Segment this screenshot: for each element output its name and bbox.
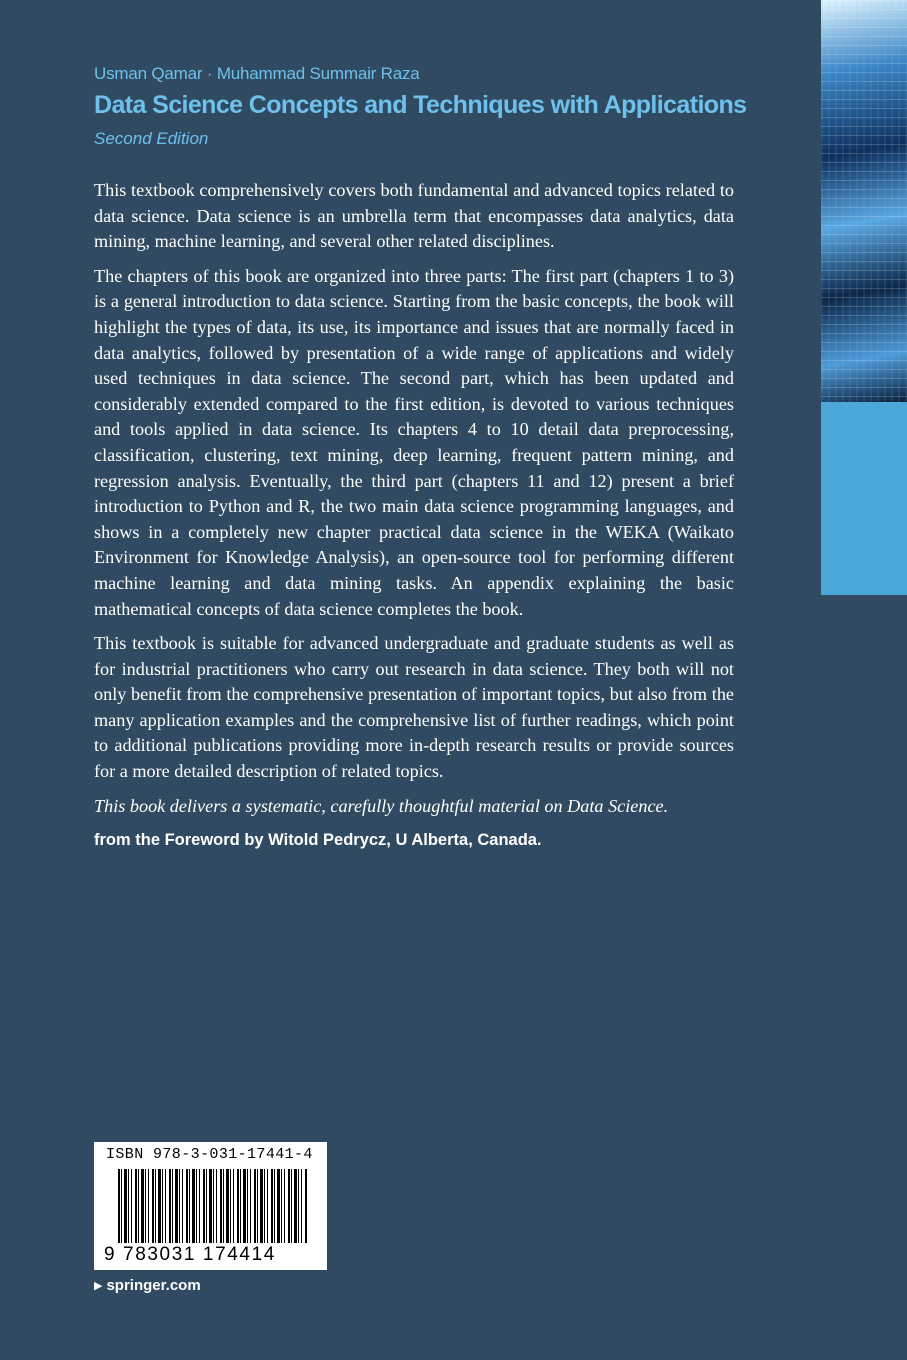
barcode-bars (118, 1169, 308, 1243)
blurb (94, 178, 734, 863)
isbn-label: ISBN 978-3-031-17441-4 (106, 1146, 313, 1163)
book-title: Data Science Concepts and Techniques with Applications (94, 91, 747, 119)
foreword-quote-source: from the Foreword by Witold Pedrycz, U Alberta, Canada. (94, 831, 542, 850)
barcode-digits: 9 783031 174414 (104, 1244, 276, 1265)
publisher-website-label: springer.com (106, 1277, 201, 1294)
blurb-paragraph-2: The chapters of this book are organized into three parts: The first part (chapters 1 to 3) is a general introduction to data science. Starting from the basic concepts, the book will highlight the types of data, its use, its importance and issues that are normally faced in data analytics, followed by presentation of a wide range of applications and widely used techniques in data science. The second part, which has been updated and considerably extended compared to the first edition, is devoted to various techniques and tools applied in data science. Its chapters 4 to 10 detail data preprocessing, classification, clustering, text mining, deep learning, frequent pattern mining, and regression analysis. Eventually, the third part (chapters 11 and 12) present a brief introduction to Python and R, the two main data science programming languages, and shows in a completely new chapter practical data science in the WEKA (Waikato Environment for Knowledge Analysis), an open-source tool for performing different machine learning and data mining tasks. An appendix explaining the basic mathematical concepts of data science completes the book. (94, 265, 734, 619)
triangle-right-icon: ▶ (94, 1280, 103, 1292)
blurb-paragraph-3: This textbook is suitable for advanced undergraduate and graduate students as well as for industrial practitioners who carry out research in data science. They both will not only benefit from the comprehensive presentation of important topics, but also from the many application examples and the comprehensive list of further readings, which point to additional publications providing more in-depth research results or provide sources for a more detailed description of related topics. (94, 633, 734, 782)
edition: Second Edition (94, 129, 209, 148)
isbn-barcode (94, 1142, 327, 1270)
authors: Usman Qamar · Muhammad Summair Raza (94, 64, 420, 83)
cover-strip-blue-panel (821, 402, 907, 595)
publisher-website (94, 1277, 201, 1294)
blurb-paragraph-1: This textbook comprehensively covers both fundamental and advanced topics related to data science. Data science is an umbrella term that encompasses data analytics, data mining, machine learning, and several other related disciplines. (94, 180, 734, 252)
foreword-quote: This book delivers a systematic, carefully thoughtful material on Data Science. (94, 795, 669, 816)
cover-strip-image (821, 0, 907, 402)
